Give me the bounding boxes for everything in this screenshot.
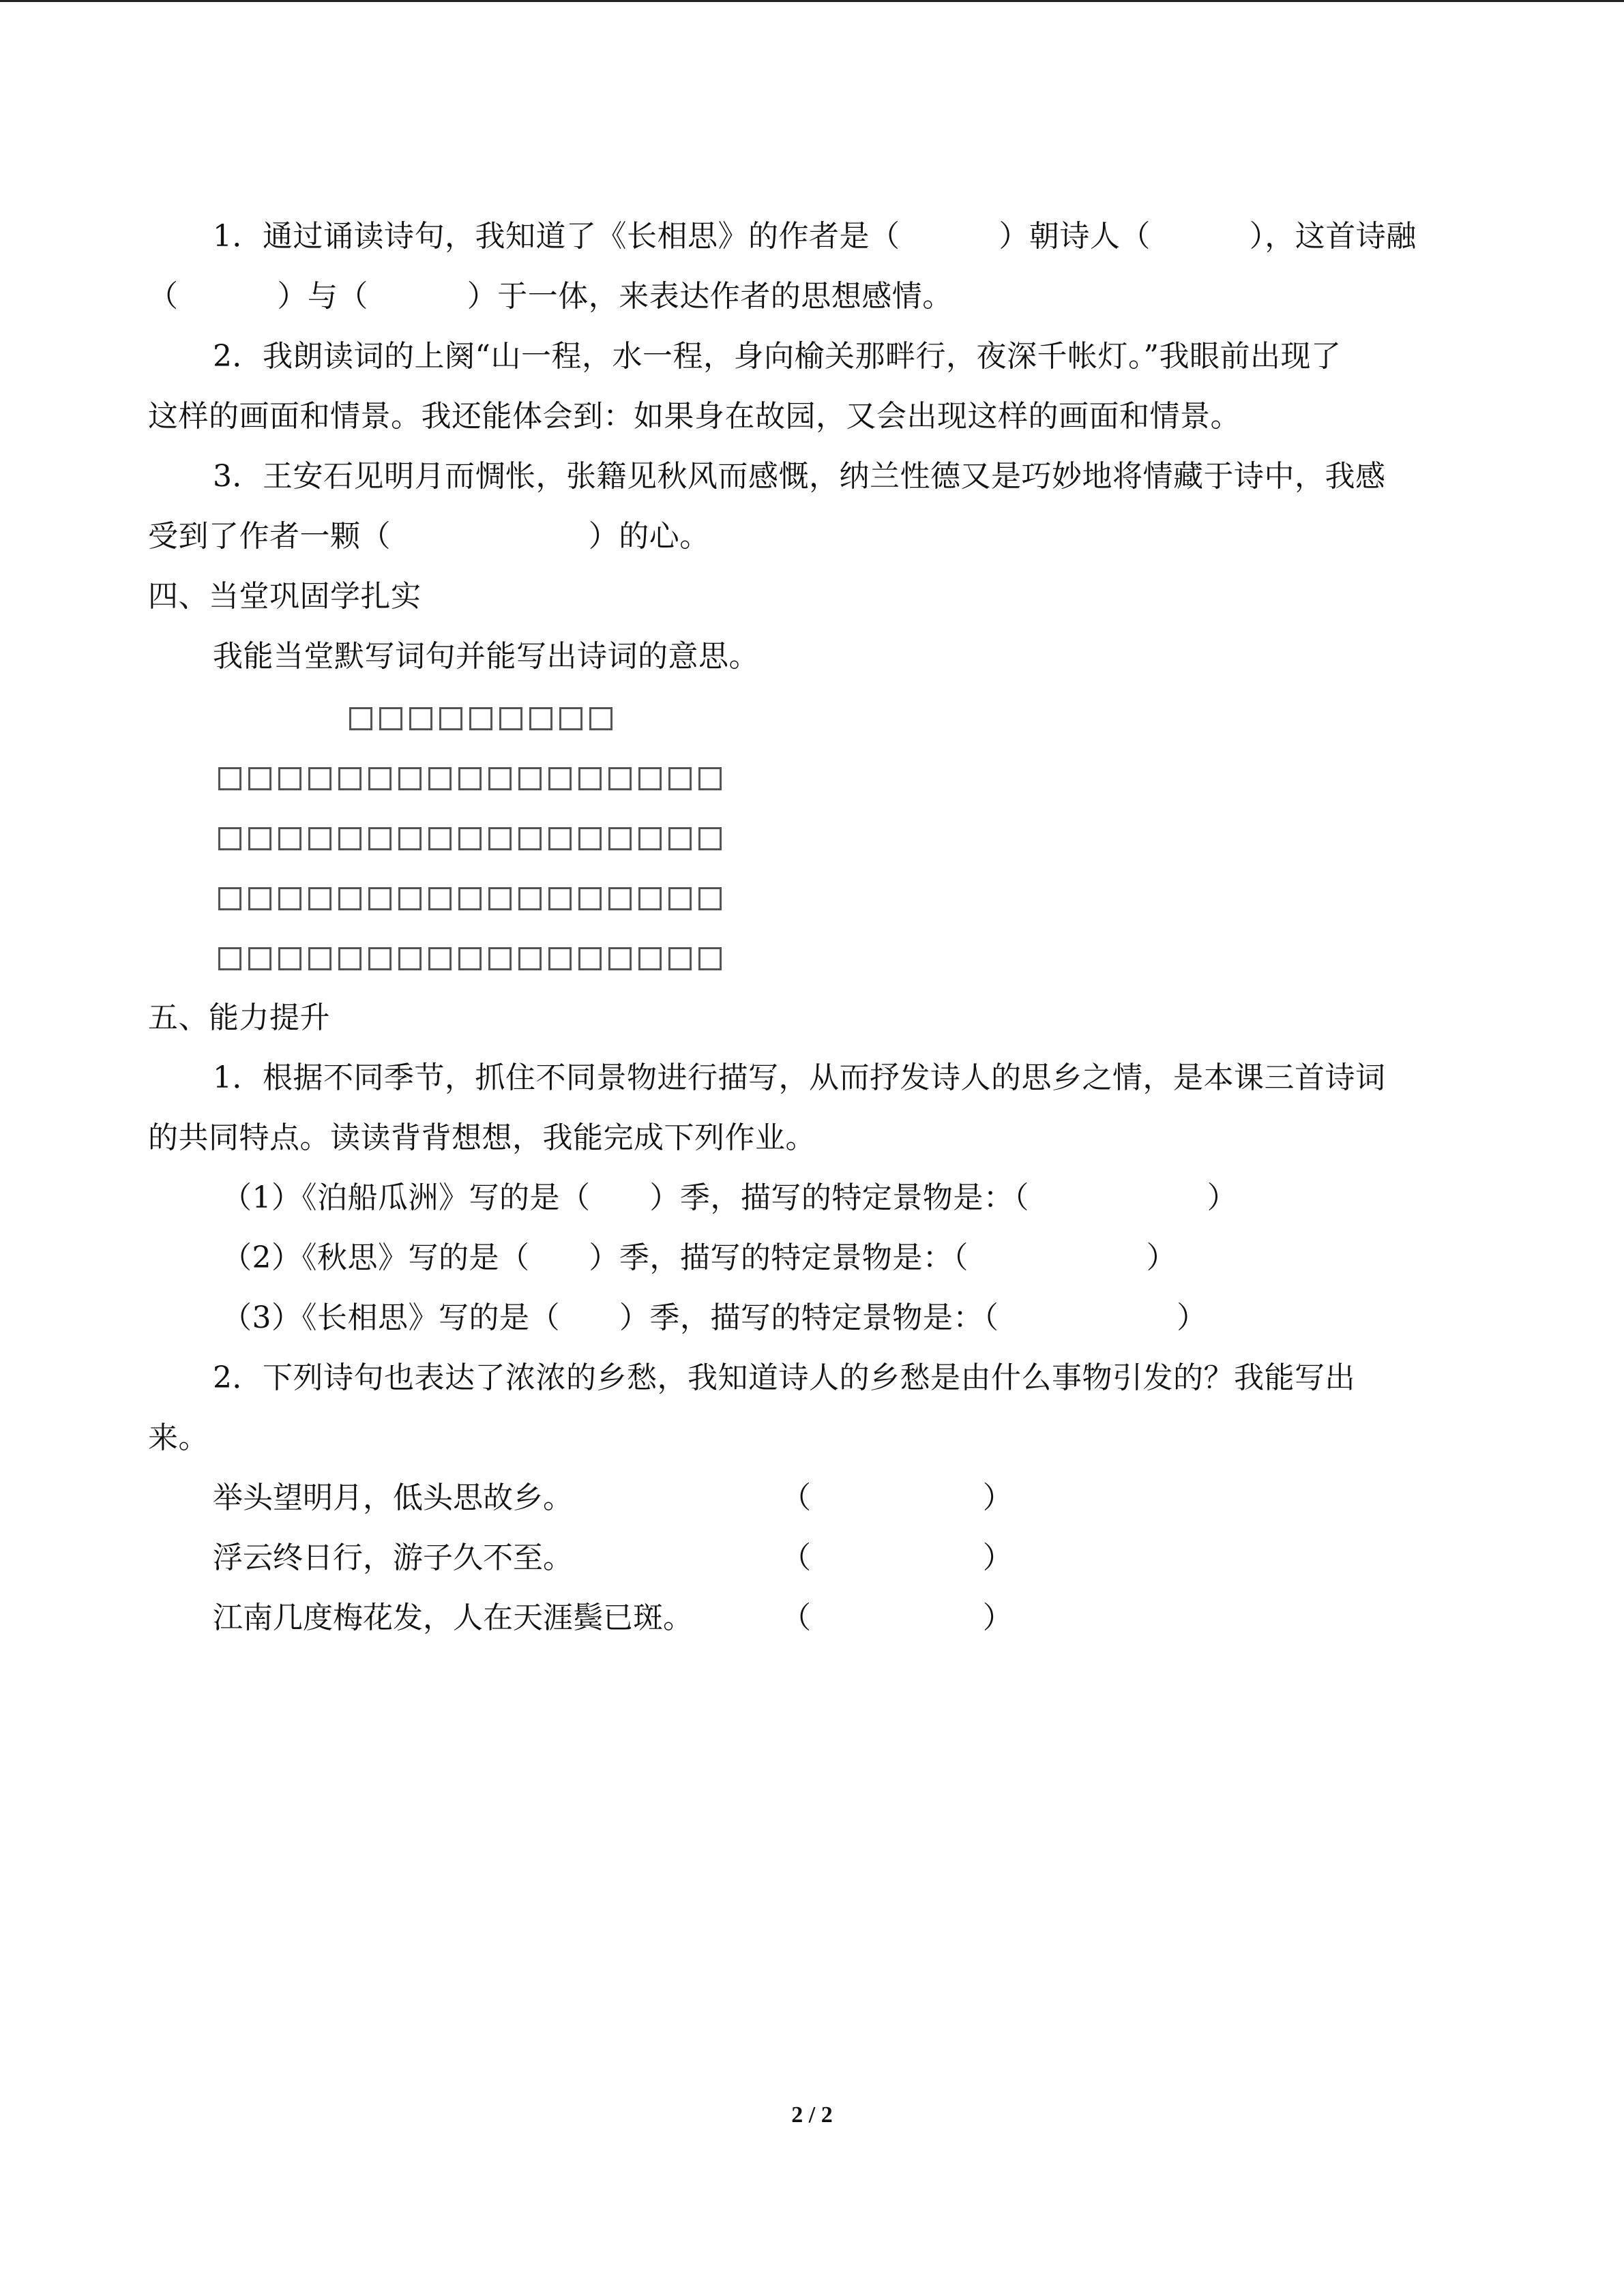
dictation-box[interactable]: [278, 887, 301, 910]
dictation-box[interactable]: [698, 767, 722, 790]
dictation-box[interactable]: [368, 947, 392, 970]
section5-q2-line1: 2．下列诗句也表达了浓浓的乡愁，我知道诗人的乡愁是由什么事物引发的？我能写出: [213, 1360, 1355, 1395]
dictation-box[interactable]: [398, 767, 422, 790]
section3-q2-line1: 2．我朗读词的上阕“山一程，水一程，身向榆关那畔行，夜深千帐灯。”我眼前出现了: [213, 339, 1342, 374]
dictation-box[interactable]: [458, 767, 482, 790]
dictation-box[interactable]: [559, 707, 582, 730]
section5-q1-item-3: （3）《长相思》写的是（ ）季，描写的特定景物是：（ ）: [222, 1300, 1207, 1335]
dictation-box[interactable]: [548, 767, 572, 790]
page-number: 2 / 2: [791, 2102, 833, 2128]
section5-heading: 五、能力提升: [148, 1000, 330, 1035]
poem-1-answer-paren: （ ）: [781, 1480, 1013, 1515]
dictation-box[interactable]: [278, 827, 301, 850]
dictation-box[interactable]: [458, 827, 482, 850]
poem-3-answer-paren: （ ）: [781, 1600, 1013, 1635]
dictation-box[interactable]: [458, 887, 482, 910]
dictation-box[interactable]: [218, 767, 241, 790]
dictation-box-row: [218, 887, 722, 910]
dictation-box[interactable]: [608, 947, 632, 970]
dictation-box[interactable]: [608, 767, 632, 790]
dictation-box[interactable]: [218, 827, 241, 850]
dictation-box[interactable]: [488, 827, 512, 850]
dictation-box[interactable]: [409, 707, 432, 730]
dictation-box[interactable]: [638, 827, 662, 850]
dictation-box[interactable]: [338, 767, 361, 790]
dictation-box[interactable]: [428, 827, 452, 850]
dictation-box[interactable]: [668, 827, 692, 850]
dictation-box[interactable]: [548, 947, 572, 970]
dictation-box[interactable]: [698, 827, 722, 850]
dictation-box[interactable]: [338, 947, 361, 970]
dictation-box[interactable]: [368, 887, 392, 910]
dictation-box[interactable]: [338, 827, 361, 850]
section5-q1-item-1: （1）《泊船瓜洲》写的是（ ）季，描写的特定景物是：（ ）: [222, 1180, 1238, 1215]
poem-line-2: 浮云终日行，游子久不至。: [213, 1540, 573, 1575]
dictation-box[interactable]: [608, 887, 632, 910]
dictation-box[interactable]: [439, 707, 462, 730]
dictation-box[interactable]: [368, 767, 392, 790]
dictation-box[interactable]: [308, 827, 331, 850]
dictation-box[interactable]: [499, 707, 522, 730]
section5-q1-item-2: （2）《秋思》写的是（ ）季，描写的特定景物是：（ ）: [222, 1240, 1177, 1275]
dictation-box[interactable]: [398, 947, 422, 970]
section3-q3-line1: 3．王安石见明月而惆怅，张籍见秋风而感慨，纳兰性德又是巧妙地将情藏于诗中，我感: [213, 459, 1386, 494]
dictation-box[interactable]: [428, 947, 452, 970]
dictation-box-row: [349, 707, 612, 730]
dictation-box[interactable]: [349, 707, 372, 730]
dictation-box[interactable]: [278, 947, 301, 970]
dictation-box-row: [218, 767, 722, 790]
dictation-box[interactable]: [578, 887, 602, 910]
dictation-box[interactable]: [668, 887, 692, 910]
dictation-box[interactable]: [698, 887, 722, 910]
dictation-box[interactable]: [469, 707, 492, 730]
dictation-box[interactable]: [218, 887, 241, 910]
dictation-box[interactable]: [518, 947, 542, 970]
dictation-box[interactable]: [488, 947, 512, 970]
dictation-box[interactable]: [518, 767, 542, 790]
section3-q1-line2: （ ）与（ ）于一体，来表达作者的思想感情。: [148, 279, 953, 314]
dictation-box[interactable]: [589, 707, 612, 730]
section3-q1-line1: 1．通过诵读诗句，我知道了《长相思》的作者是（ ）朝诗人（ ），这首诗融: [213, 219, 1417, 254]
dictation-box[interactable]: [308, 947, 331, 970]
dictation-box[interactable]: [248, 947, 271, 970]
section5-q2-line2: 来。: [148, 1420, 209, 1455]
dictation-box[interactable]: [638, 947, 662, 970]
dictation-box[interactable]: [529, 707, 552, 730]
dictation-box[interactable]: [379, 707, 402, 730]
dictation-box[interactable]: [248, 887, 271, 910]
section4-instruction: 我能当堂默写词句并能写出诗词的意思。: [213, 639, 759, 674]
dictation-box[interactable]: [638, 767, 662, 790]
section5-q1-line1: 1．根据不同季节，抓住不同景物进行描写，从而抒发诗人的思乡之情，是本课三首诗词: [213, 1060, 1386, 1095]
poem-2-answer-paren: （ ）: [781, 1540, 1013, 1575]
dictation-box[interactable]: [668, 947, 692, 970]
dictation-box[interactable]: [338, 887, 361, 910]
poem-line-3: 江南几度梅花发，人在天涯鬓已斑。: [213, 1600, 693, 1635]
section3-q2-line2: 这样的画面和情景。我还能体会到：如果身在故园，又会出现这样的画面和情景。: [148, 399, 1241, 434]
dictation-box[interactable]: [518, 827, 542, 850]
dictation-box[interactable]: [608, 827, 632, 850]
dictation-box[interactable]: [578, 767, 602, 790]
poem-line-1: 举头望明月，低头思故乡。: [213, 1480, 573, 1515]
section4-heading: 四、当堂巩固学扎实: [148, 579, 422, 614]
dictation-box[interactable]: [488, 767, 512, 790]
section5-q1-line2: 的共同特点。读读背背想想，我能完成下列作业。: [148, 1120, 816, 1155]
dictation-box[interactable]: [458, 947, 482, 970]
dictation-box[interactable]: [518, 887, 542, 910]
dictation-box[interactable]: [428, 767, 452, 790]
dictation-box[interactable]: [578, 947, 602, 970]
dictation-box[interactable]: [248, 827, 271, 850]
dictation-box-row: [218, 827, 722, 850]
dictation-box[interactable]: [278, 767, 301, 790]
dictation-box[interactable]: [638, 887, 662, 910]
dictation-box[interactable]: [308, 767, 331, 790]
dictation-box[interactable]: [548, 827, 572, 850]
dictation-box-row: [218, 947, 722, 970]
section3-q3-line2: 受到了作者一颗（ ）的心。: [148, 519, 710, 554]
dictation-box[interactable]: [398, 887, 422, 910]
dictation-box[interactable]: [428, 887, 452, 910]
dictation-box[interactable]: [248, 767, 271, 790]
dictation-box[interactable]: [398, 827, 422, 850]
dictation-box[interactable]: [368, 827, 392, 850]
dictation-box[interactable]: [548, 887, 572, 910]
dictation-box[interactable]: [488, 887, 512, 910]
dictation-box[interactable]: [698, 947, 722, 970]
dictation-box[interactable]: [668, 767, 692, 790]
dictation-box[interactable]: [308, 887, 331, 910]
dictation-box[interactable]: [578, 827, 602, 850]
dictation-box[interactable]: [218, 947, 241, 970]
